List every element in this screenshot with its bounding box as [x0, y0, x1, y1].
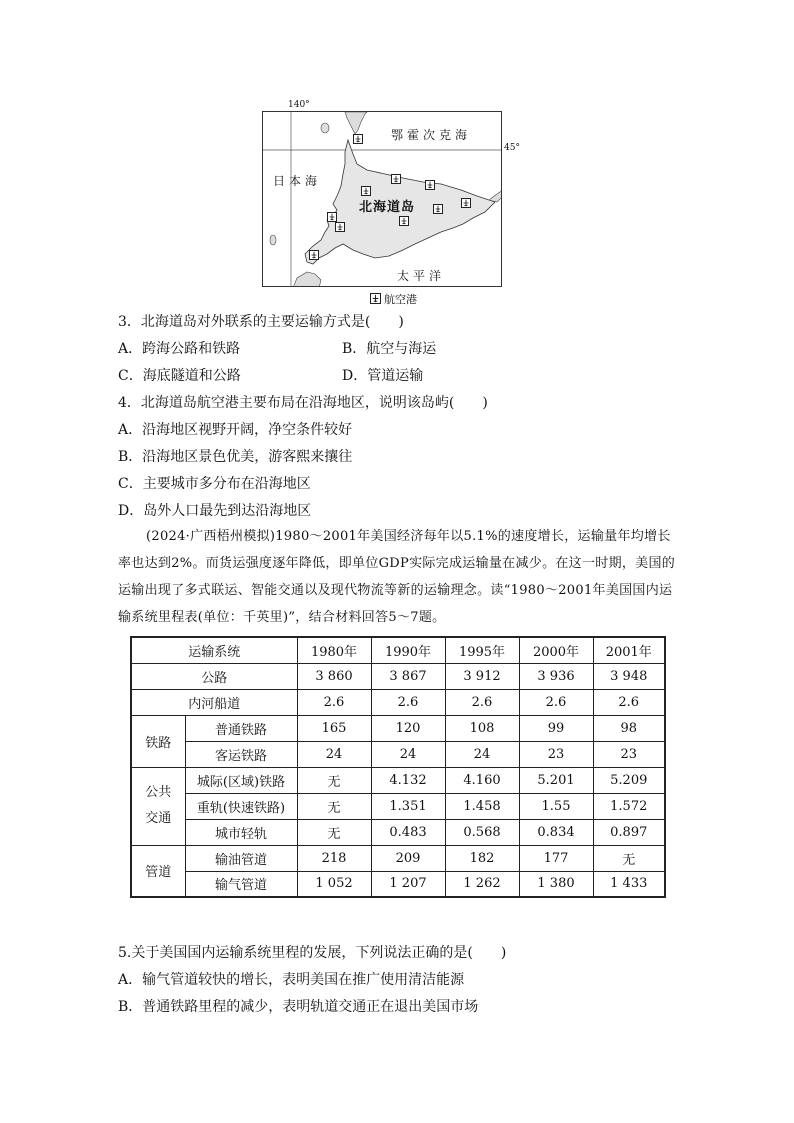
- table-row: [131, 741, 665, 767]
- table-cell: 1.55: [519, 793, 593, 819]
- table-cell: 5.201: [519, 767, 593, 793]
- group-label-pipe: 管道: [131, 845, 185, 897]
- table-row: [131, 871, 665, 897]
- row-label: 客运铁路: [185, 741, 297, 767]
- ocean-label-pacific: 太平洋: [397, 269, 446, 283]
- table-cell: 5.209: [593, 767, 665, 793]
- small-island: [270, 235, 276, 245]
- airplane-icon: [361, 186, 371, 196]
- question-4-option-b: B．沿海地区景色优美，游客熙来攘往: [118, 449, 353, 465]
- table-header-cell: 1980年: [297, 637, 371, 663]
- question-5-option-b: B．普通铁路里程的减少，表明轨道交通正在退出美国市场: [118, 999, 479, 1015]
- airplane-icon: [425, 180, 435, 190]
- table-cell: 120: [371, 715, 445, 741]
- table-cell: 3 936: [519, 663, 593, 689]
- hokkaido-map: [262, 100, 520, 287]
- group-label-rail: 铁路: [131, 715, 185, 767]
- table-cell: 99: [519, 715, 593, 741]
- table-cell: 无: [297, 767, 371, 793]
- table-cell: 无: [593, 845, 665, 871]
- question-5-stem: 5.关于美国国内运输系统里程的发展，下列说法正确的是( ): [118, 945, 507, 961]
- sea-label-japan: 日本海: [273, 174, 322, 188]
- table-row: [131, 793, 665, 819]
- material-paragraph: (2024·广西梧州模拟)1980～2001年美国经济每年以5.1%的速度增长，运输量年均增长率也达到2%。而货运强度逐年降低，即单位GDP实际完成运输量在减少。在这一时期，美国的运输出现了多式联运、智能交通以及现代物流等新的运输理念。读“1980～2001年美国国内运输系统里程表(单位：千英里)”，结合材料回答5～7题。: [118, 529, 676, 625]
- table-cell: 0.483: [371, 819, 445, 845]
- table-cell: 无: [297, 819, 371, 845]
- table-cell: 1.458: [445, 793, 519, 819]
- honshu-coast: [293, 272, 321, 287]
- table-header-cell: 2000年: [519, 637, 593, 663]
- kuril-island: [489, 190, 502, 202]
- small-island: [321, 123, 329, 133]
- table-row: [131, 715, 665, 741]
- table-cell: 4.160: [445, 767, 519, 793]
- table-cell: 3 860: [297, 663, 371, 689]
- question-4-stem: 4．北海道岛航空港主要布局在沿海地区，说明该岛屿( ): [118, 395, 488, 411]
- question-3-option-d: D．管道运输: [342, 368, 424, 384]
- airplane-icon: [391, 174, 401, 184]
- group-label-line: 公共: [145, 785, 172, 800]
- row-label: 输油管道: [185, 845, 297, 871]
- airplane-icon: [353, 134, 363, 144]
- table-cell: 209: [371, 845, 445, 871]
- question-4-option-d: D．岛外人口最先到达沿海地区: [118, 503, 312, 519]
- transport-mileage-table: [130, 636, 666, 898]
- table-cell: 182: [445, 845, 519, 871]
- airplane-icon: [370, 293, 381, 304]
- table-header-cell: 2001年: [593, 637, 665, 663]
- table-cell: 0.834: [519, 819, 593, 845]
- table-cell: 2.6: [519, 689, 593, 715]
- question-4-option-c: C．主要城市多分布在沿海地区: [118, 476, 311, 492]
- table-row: [131, 689, 665, 715]
- sea-label-okhotsk: 鄂霍次克海: [391, 128, 472, 142]
- table-cell: 1 207: [371, 871, 445, 897]
- question-3-option-a: A．跨海公路和铁路: [118, 341, 241, 357]
- table-cell: 0.568: [445, 819, 519, 845]
- legend-label: 航空港: [384, 293, 417, 306]
- table-cell: 23: [593, 741, 665, 767]
- question-4-option-a: A．沿海地区视野开阔，净空条件较好: [118, 422, 353, 438]
- question-5-option-a: A．输气管道较快的增长，表明美国在推广使用清洁能源: [118, 972, 465, 988]
- table-row: [131, 819, 665, 845]
- table-cell: 1 052: [297, 871, 371, 897]
- table-cell: 4.132: [371, 767, 445, 793]
- row-label: 内河船道: [131, 689, 297, 715]
- table-cell: 2.6: [371, 689, 445, 715]
- table-row: [131, 767, 665, 793]
- table-header-row: [131, 637, 665, 663]
- row-label: 重轨(快速铁路): [185, 793, 297, 819]
- table-cell: 3 912: [445, 663, 519, 689]
- map-legend: [370, 291, 417, 307]
- row-label: 普通铁路: [185, 715, 297, 741]
- table-cell: 1 262: [445, 871, 519, 897]
- table-cell: 1.572: [593, 793, 665, 819]
- table-cell: 1.351: [371, 793, 445, 819]
- table-cell: 1 433: [593, 871, 665, 897]
- table-cell: 98: [593, 715, 665, 741]
- table-cell: 0.897: [593, 819, 665, 845]
- table-header-cell: 1990年: [371, 637, 445, 663]
- airplane-icon: [433, 204, 443, 214]
- table-cell: 3 948: [593, 663, 665, 689]
- airplane-icon: [399, 216, 409, 226]
- longitude-label: 140°: [288, 100, 310, 110]
- island-label-hokkaido: 北海道岛: [359, 200, 416, 215]
- table-cell: 24: [297, 741, 371, 767]
- reading-material: [118, 523, 678, 631]
- airplane-icon: [461, 198, 471, 208]
- table-cell: 2.6: [593, 689, 665, 715]
- table-cell: 165: [297, 715, 371, 741]
- question-3-option-c: C．海底隧道和公路: [118, 368, 241, 384]
- question-3-option-b: B．航空与海运: [342, 341, 437, 357]
- table-cell: 无: [297, 793, 371, 819]
- table-row: [131, 845, 665, 871]
- row-label: 公路: [131, 663, 297, 689]
- latitude-label: 45°: [504, 143, 520, 153]
- table-cell: 108: [445, 715, 519, 741]
- question-3-stem: 3．北海道岛对外联系的主要运输方式是( ): [118, 314, 404, 330]
- airplane-icon: [327, 212, 337, 222]
- group-label-transit: [131, 767, 185, 845]
- table-cell: 2.6: [297, 689, 371, 715]
- airplane-icon: [309, 250, 319, 260]
- row-label: 输气管道: [185, 871, 297, 897]
- row-label: 城市轻轨: [185, 819, 297, 845]
- table-cell: 24: [445, 741, 519, 767]
- map-frame: [262, 111, 502, 287]
- table-cell: 2.6: [445, 689, 519, 715]
- table-cell: 24: [371, 741, 445, 767]
- group-label-line: 交通: [145, 811, 172, 826]
- table-cell: 218: [297, 845, 371, 871]
- table-row: [131, 663, 665, 689]
- row-label: 城际(区域)铁路: [185, 767, 297, 793]
- sakhalin-coast: [345, 112, 367, 134]
- table-cell: 177: [519, 845, 593, 871]
- table-cell: 23: [519, 741, 593, 767]
- table-header-cell: 运输系统: [131, 637, 297, 663]
- table-header-cell: 1995年: [445, 637, 519, 663]
- table-cell: 3 867: [371, 663, 445, 689]
- airplane-icon: [335, 222, 345, 232]
- table-cell: 1 380: [519, 871, 593, 897]
